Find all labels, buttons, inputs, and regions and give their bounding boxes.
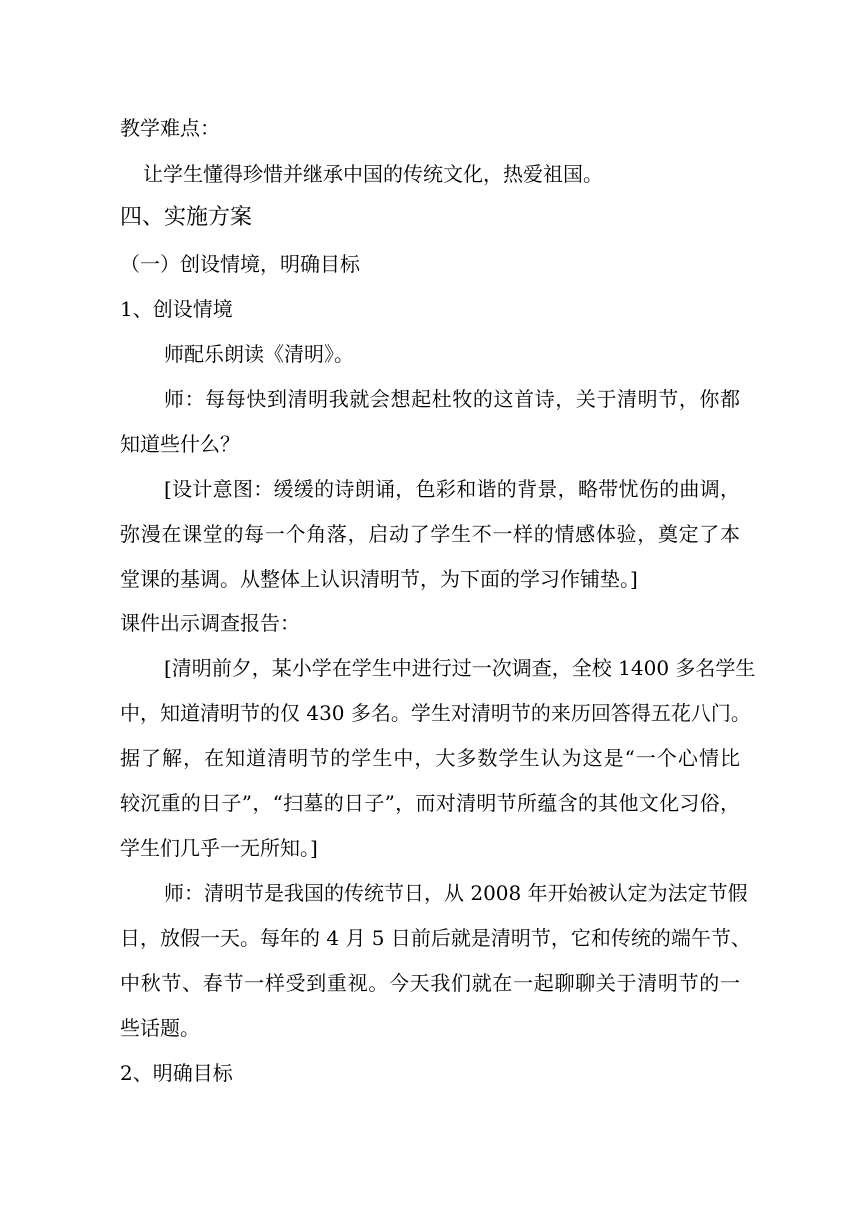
paragraph-courseware-survey: 课件出示调查报告： — [120, 611, 300, 635]
paragraph-teacher-question-line2: 知道些什么？ — [120, 432, 240, 456]
paragraph-design-intent-line3: 堂课的基调。从整体上认识清明节，为下面的学习作铺垫。] — [120, 567, 638, 591]
paragraph-festival-line2: 日，放假一天。每年的 4 月 5 日前后就是清明节，它和传统的端午节、 — [120, 926, 751, 950]
paragraph-festival-line3: 中秋节、春节一样受到重视。今天我们就在一起聊聊关于清明节的一 — [120, 971, 740, 995]
section-heading-implementation: 四、实施方案 — [120, 205, 253, 230]
paragraph-survey-line3: 据了解，在知道清明节的学生中，大多数学生认为这是“一个心情比 — [120, 746, 740, 770]
paragraph-design-intent-line2: 弥漫在课堂的每一个角落，启动了学生不一样的情感体验，奠定了本 — [120, 522, 740, 546]
paragraph-survey-line5: 学生们几乎一无所知。] — [120, 836, 318, 860]
paragraph-teacher-question-line1: 师：每每快到清明我就会想起杜牧的这首诗，关于清明节，你都 — [164, 387, 740, 411]
paragraph-festival-line4: 些话题。 — [120, 1016, 200, 1040]
paragraph-survey-line2: 中，知道清明节的仅 430 多名。学生对清明节的来历回答得五花八门。 — [120, 701, 751, 725]
paragraph-teacher-reads: 师配乐朗读《清明》。 — [164, 342, 354, 366]
paragraph-survey-line1: [清明前夕，某小学在学生中进行过一次调查，全校 1400 多名学生 — [164, 656, 756, 680]
paragraph-survey-line4: 较沉重的日子”，“扫墓的日子”，而对清明节所蕴含的其他文化习俗， — [120, 791, 740, 815]
paragraph-festival-line1: 师：清明节是我国的传统节日，从 2008 年开始被认定为法定节假 — [164, 881, 748, 905]
item-heading-create-scenario: 1、创设情境 — [120, 297, 233, 321]
subsection-heading-scenario: （一）创设情境，明确目标 — [120, 252, 360, 276]
paragraph-design-intent-line1: [设计意图：缓缓的诗朗诵，色彩和谐的背景，略带忧伤的曲调， — [164, 477, 740, 501]
heading-teaching-difficulty: 教学难点： — [120, 116, 220, 140]
paragraph-difficulty-content: 让学生懂得珍惜并继承中国的传统文化，热爱祖国。 — [143, 162, 603, 186]
item-heading-clear-goals: 2、明确目标 — [120, 1061, 233, 1085]
